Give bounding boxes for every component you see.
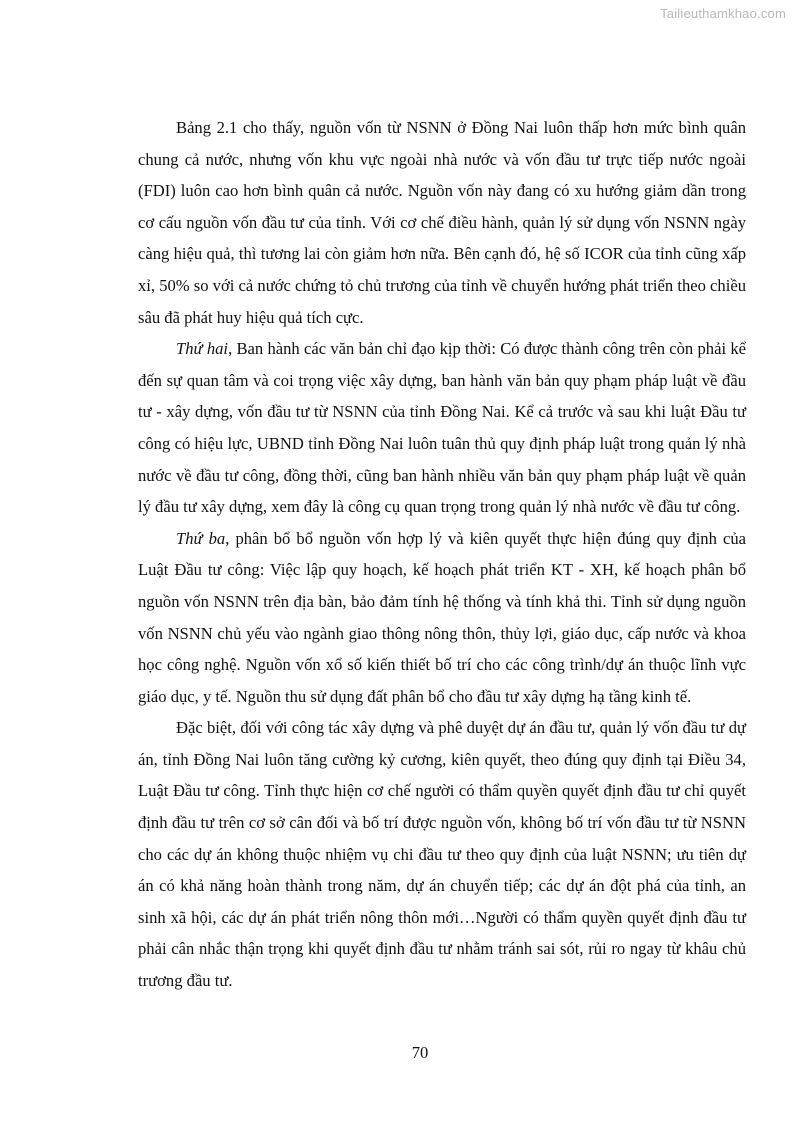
paragraph-thu-ba xyxy=(138,523,746,713)
paragraph-thu-hai xyxy=(138,333,746,523)
paragraph-text: Bảng 2.1 cho thấy, nguồn vốn từ NSNN ở Đồng Nai luôn thấp hơn mức bình quân chung cả nước, nhưng vốn khu vực ngoài nhà nước và vốn đầu tư trực tiếp nước ngoài (FDI) luôn cao hơn bình quân cả nước. Nguồn vốn này đang có xu hướng giảm dần trong cơ cấu nguồn vốn đầu tư của tỉnh. Với cơ chế điều hành, quản lý sử dụng vốn NSNN ngày càng hiệu quả, thì tương lai còn giảm hơn nữa. Bên cạnh đó, hệ số ICOR của tỉnh cũng xấp xỉ, 50% so với cả nước chứng tỏ chủ trương của tỉnh về chuyển hướng phát triển theo chiều sâu đã phát huy hiệu quả tích cực. xyxy=(138,118,746,327)
page-number: 70 xyxy=(411,1043,429,1062)
paragraph-lead-thu-hai: Thứ hai xyxy=(176,339,229,359)
paragraph-dac-biet xyxy=(138,712,746,996)
watermark-text: Tailieuthamkhao.com xyxy=(660,6,786,21)
paragraph-lead-thu-ba: Thứ ba xyxy=(176,528,226,548)
paragraph-text: Đặc biệt, đối với công tác xây dựng và phê duyệt dự án đầu tư, quản lý vốn đầu tư dự án, tỉnh Đồng Nai luôn tăng cường kỷ cương, kiên quyết, theo đúng quy định tại Điều 34, Luật Đầu tư công. Tỉnh thực hiện cơ chế người có thẩm quyền quyết định đầu tư chỉ quyết định đầu tư trên cơ sở cân đối và bố trí được nguồn vốn, không bố trí vốn đầu tư từ NSNN cho các dự án không thuộc nhiệm vụ chi đầu tư theo quy định của luật NSNN; ưu tiên dự án có khả năng hoàn thành trong năm, dự án chuyển tiếp; các dự án đột phá của tỉnh, an sinh xã hội, các dự án phát triển nông thôn mới…Người có thẩm quyền quyết định đầu tư phải cân nhắc thận trọng khi quyết định đầu tư nhằm tránh sai sót, rủi ro ngay từ khâu chủ trương đầu tư. xyxy=(138,718,746,991)
paragraph-text: , phân bổ bổ nguồn vốn hợp lý và kiên quyết thực hiện đúng quy định của Luật Đầu tư công: Việc lập quy hoạch, kế hoạch phát triển KT - XH, kế hoạch phân bổ nguồn vốn NSNN trên địa bàn, bảo đảm tính hệ thống và tính khả thi. Tỉnh sử dụng nguồn vốn NSNN chủ yếu vào ngành giao thông nông thôn, thủy lợi, giáo dục, cấp nước và khoa học công nghệ. Nguồn vốn xổ số kiến thiết bố trí cho các công trình/dự án thuộc lĩnh vực giáo dục, y tế. Nguồn thu sử dụng đất phân bổ cho đầu tư xây dựng hạ tầng kinh tế. xyxy=(138,528,746,706)
document-body xyxy=(138,112,746,997)
paragraph-text: , Ban hành các văn bản chỉ đạo kịp thời: Có được thành công trên còn phải kể đến sự quan tâm và coi trọng việc xây dựng, ban hành văn bản quy phạm pháp luật về đầu tư - xây dựng, vốn đầu tư từ NSNN của tỉnh Đồng Nai. Kể cả trước và sau khi luật Đầu tư công có hiệu lực, UBND tỉnh Đồng Nai luôn tuân thủ quy định pháp luật trong quản lý nhà nước về đầu tư công, đồng thời, cũng ban hành nhiều văn bản quy phạm pháp luật về quản lý đầu tư xây dựng, xem đây là công cụ quan trọng trong quản lý nhà nước về đầu tư công. xyxy=(138,339,746,517)
paragraph-bang-2-1 xyxy=(138,112,746,333)
